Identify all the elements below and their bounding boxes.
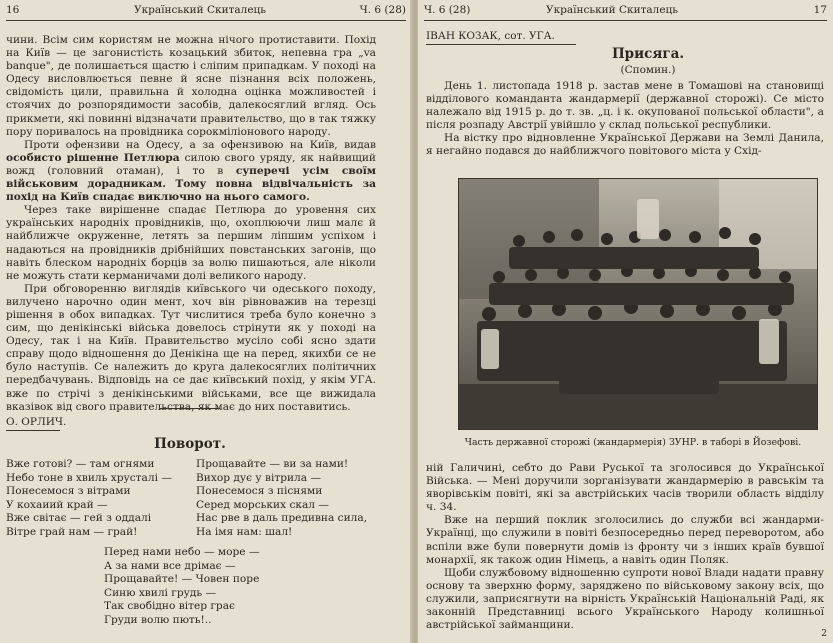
poem-stanza-3	[104, 546, 260, 627]
paragraph-text: Проти офензиви на Одесу, а за офензивою на Київ, видав	[24, 138, 376, 151]
poem-title: Поворот.	[154, 436, 226, 452]
poem-line: Вітре грай нам — грай!	[6, 525, 138, 538]
left-page-number: 16	[6, 4, 20, 16]
poem-line: Серед морських скал —	[196, 498, 330, 511]
article-paragraph: Вже на перший поклик зголосились до служби всі жандарми-Українці, що служили в повіті безпосередньо перед переворотом, або вспіли вже були повернути домів із фронту чи з інших країв бувшої монархії, як також один Німець, а навіть один Поляк.	[426, 514, 824, 566]
article-paragraph: День 1. листопада 1918 р. застав мене в Томашові на становищі відділового команданта жандармерії (державної сторожі). Се місто належало від 1915 р. до т. зв. „ц. і к. окупованої польської области", а після розпаду Австрії увійшло у склад польської республики.	[426, 80, 824, 132]
poem-line: Прощавайте! — Човен поре	[104, 573, 260, 585]
article-paragraph: чини. Всім сим користям не можна нічого протиставити. Похід на Київ — це загонистість козацький збиток, непевна гра „va banque", де полишається щастю і сліпим припадкам. У поході на Одесу висловлюється певне й ясне пізнання всіх положень, свідомість цили, правильна й холодна оцінка можливостей і стоячих до розпорядимости засобів, далекосяглий вгляд. Ось прикмети, які повинні відзначати правительство, що в так тяжку пору поривалось на провідника сорокміліонового народу.	[6, 34, 376, 138]
poem-line: Так свобідно вітер грає	[104, 600, 235, 612]
article-paragraph: Щоби службовому відношенню супроти нової Влади надати правну основу та зверхню форму, заряджено по військовому закону всіх, що служили, заприсягнути на вірність Українській Національній Раді, як законній Представниці всього Українського Народу колишньої австрійської займанщини.	[426, 566, 824, 632]
article-author: ІВАН КОЗАК, сот. УГА.	[426, 30, 555, 42]
article-author-underline	[426, 44, 576, 45]
poem-line: Нас рве в даль предивна сила,	[196, 512, 368, 524]
left-page	[0, 0, 412, 643]
photo-illustration	[459, 179, 817, 429]
poem-line: У кохаиий край —	[6, 498, 108, 511]
poem-line: Прощавайте — ви за нами!	[196, 458, 349, 470]
poem-line: Небо тоне в хвиль хрусталі —	[6, 471, 172, 484]
paragraph-text: силою свого уряду, як найвищий вожд (головний отаман), і то в	[6, 151, 376, 177]
article-subtitle: (Спомин.)	[620, 64, 676, 76]
article-title: Присяга.	[611, 46, 685, 62]
section-divider	[160, 408, 220, 409]
article-paragraph: ній Галичині, себто до Рави Руської та зголосився до Української Війська. — Мені доручили зорганізувати жандармерію в равськім та яворівськім повіті, які за австрійських часів творили область відділу ч. 34.	[426, 462, 824, 514]
poem-line: Вихор дує у вітрила —	[196, 471, 322, 484]
right-journal-title: Український Скиталець	[546, 4, 678, 16]
poem-line: Понесемося з вітрами	[6, 485, 131, 497]
article-paragraph: При обговоренню виглядів київського чи одеського походу, вилучено нарочно один мент, хоч він рівноважив на терезці рішення в обох випадках. Тут числитися треба було конечно з сим, що денікінські війська довелось стрінути як у поході на Одесу, так і на Київ. Правительство мусіло собі ясно здати справу щодо відношення до Денікіна ще на перед, якихби се не було наступів. Се належить до круга далекосяглих політичних передбачувань. Відповідь на се дає київський похід, у якім УГА. вже по стрічі з денікінськими військами, все ще вижидала вказівок від свого правительства, як має до них поставитись.	[6, 282, 376, 413]
poem-author-underline	[6, 430, 60, 431]
emphasized-text: особисто рішенне Петлюра	[6, 151, 180, 164]
poem-author: О. ОРЛИЧ.	[6, 416, 67, 428]
poem-line: Вже світає — гей з оддалі	[6, 512, 152, 524]
photo-caption: Часть державної сторожі (жандармерія) ЗУНР. в таборі в Йозефові.	[464, 437, 802, 448]
article-body	[426, 462, 824, 632]
poem-line: Вже готові? — там огнями	[6, 458, 155, 470]
poem-line: Перед нами небо — море —	[104, 546, 260, 558]
poem-line: Груди волю пють!..	[104, 613, 212, 626]
emphasized-text: суперечі усім своїм військовим дорадникам. Тому повна відвічальність за похід на Київ спадає виключно на нього самого.	[6, 164, 376, 204]
article-continuation	[6, 34, 376, 414]
poem-line: На імя нам: шал!	[196, 525, 293, 538]
article-paragraph: На вістку про відновленне Української Держави на Землі Данила, я негайно подався до найближчого повітового міста у Схід-	[426, 132, 824, 158]
poem-line: Понесемося з піснями	[196, 485, 323, 497]
header-rule	[424, 20, 827, 21]
right-page-header	[424, 2, 827, 18]
right-issue-number: Ч. 6 (28)	[424, 4, 471, 16]
signature-mark: 2	[821, 629, 827, 639]
article-intro	[426, 80, 824, 159]
poem-line: А за нами все дрімає —	[104, 559, 236, 572]
article-paragraph: Через таке вирішенне спадає Петлюра до уровення сих українських народніх провідників, що, охоплюючи лиш малє й найближче окруженне, летять за першим ліпшим успіхом і надаються на провідників дрібнійших повстанських загонів, що навіть блеском народніх борців за волю пишаються, але ніколи не можуть стати керманичами долі великого народу.	[6, 204, 376, 282]
group-photograph	[458, 178, 818, 430]
left-page-header	[6, 2, 406, 18]
poem-line: Синю хвилі грудь —	[104, 586, 217, 599]
right-page	[418, 0, 833, 643]
article-paragraph	[6, 139, 376, 204]
left-issue-number: Ч. 6 (28)	[359, 4, 406, 16]
header-rule	[6, 20, 406, 21]
left-journal-title: Український Скиталець	[134, 4, 266, 16]
poem-stanza-2	[196, 458, 367, 539]
poem-stanza-1	[6, 458, 172, 539]
right-page-number: 17	[813, 4, 827, 16]
